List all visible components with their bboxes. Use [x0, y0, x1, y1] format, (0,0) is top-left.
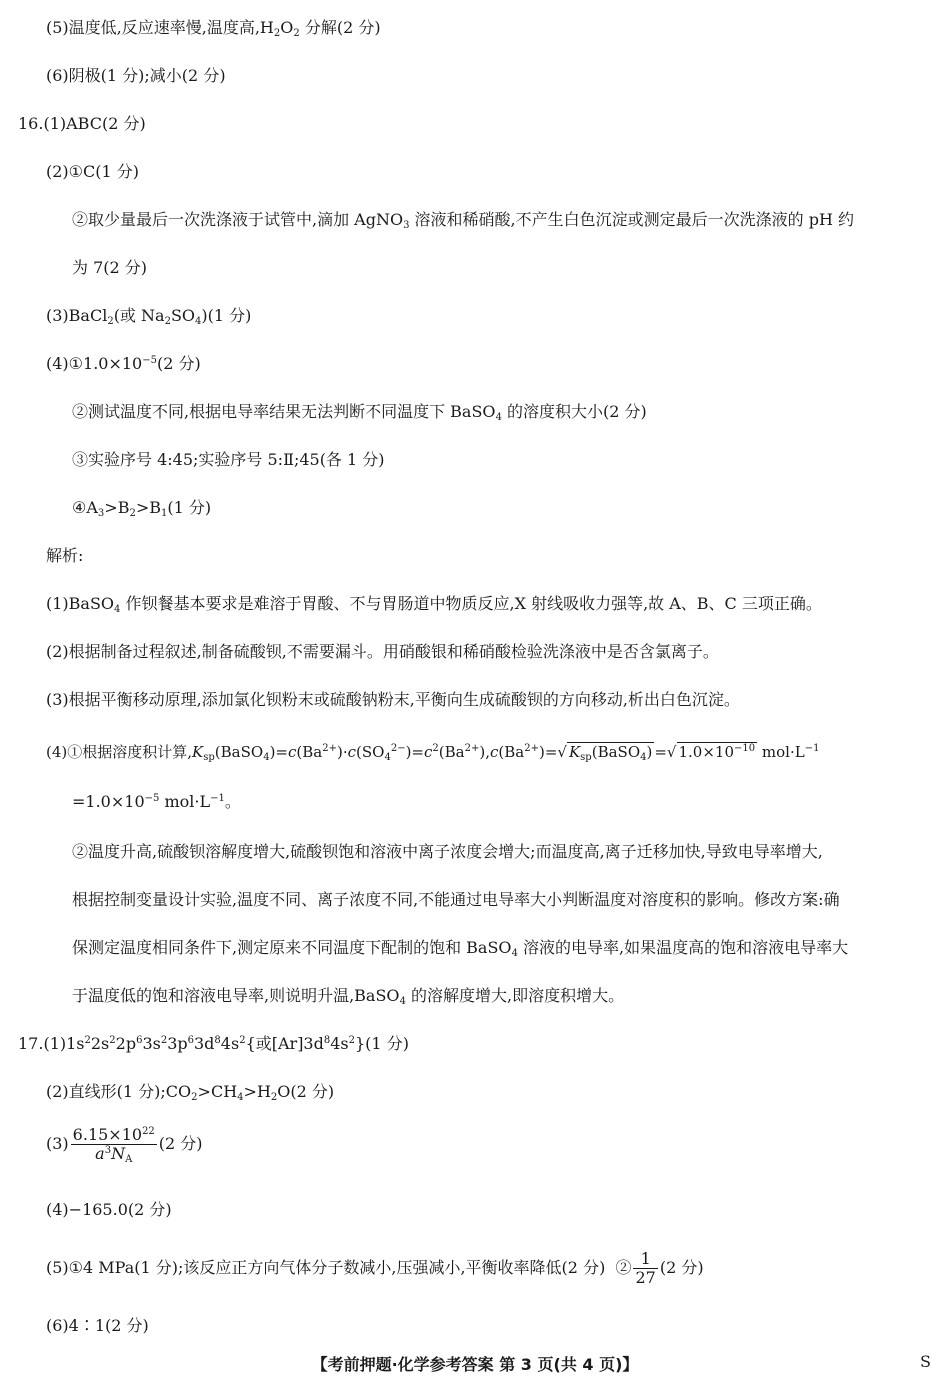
kp-fraction: $\frac{1}{27}$ [635, 1249, 656, 1287]
answer-17-5: (5)①4 MPa(1 分);该反应正方向气体分子数减小,压强减小,平衡收率降低(2 分) ② $\frac{1}{27}$ (2 分) [46, 1249, 704, 1287]
analysis-4-2-c: 保测定温度相同条件下,测定原来不同温度下配制的饱和 BaSO$_4$ 溶液的电导率,如果温度高的饱和溶液电导率大 [72, 938, 849, 959]
analysis-3: (3)根据平衡移动原理,添加氯化钡粉末或硫酸钠粉末,平衡向生成硫酸钡的方向移动,析出白色沉淀。 [46, 690, 740, 709]
answer-17-3: (3) $\frac{6.15\times 10^{22}}{a^3N_A}$ (2 分) [46, 1125, 203, 1165]
analysis-4-1: (4)①根据溶度积计算$,K_{sp}(BaSO_4)=c(Ba^{2+})\cdot c(SO_4^{2-})=c^2(Ba^{2+}),c(Ba^{2+})=√$ $K_{sp}(BaSO_4)$ =√ $1.0\times 10^{-10}$ $mol\cdot L^{-1}$ [46, 743, 820, 763]
analysis-heading: 解析: [46, 546, 84, 565]
answer-15-6: (6)阴极(1 分);减小(2 分) [46, 66, 226, 85]
answer-17-1: $17.(1)1s^22s^22p^63s^23p^63d^84s^2${或$[Ar]3d^84s^2\}(1$ 分) [18, 1034, 409, 1053]
answer-16-1: 16.(1)ABC(2 分) [18, 114, 146, 133]
paper-code: S [920, 1352, 931, 1371]
analysis-1: (1)BaSO$_4$ 作钡餐基本要求是难溶于胃酸、不与胃肠道中物质反应,X 射线吸收力强等,故 A、B、C 三项正确。 [46, 594, 822, 615]
analysis-4-1-cont: $=1.0\times 10^{-5}$ $mol\cdot L^{-1}$。 [72, 792, 241, 811]
answer-16-3: (3)BaCl$_2$(或 $Na_2SO_4)(1$ 分) [46, 306, 252, 327]
analysis-2: (2)根据制备过程叙述,制备硫酸钡,不需要漏斗。用硝酸银和稀硝酸检验洗涤液中是否含氯离子。 [46, 642, 719, 661]
page-footer: 【考前押题·化学参考答案 第 3 页(共 4 页)】 [311, 1355, 639, 1374]
answer-15-5: (5)温度低,反应速率慢,温度高$,H_2O_2$ 分解(2 分) [46, 18, 381, 39]
answer-17-2: (2)直线形(1 分)$;CO_2>CH_4>H_2O(2$ 分) [46, 1082, 335, 1103]
answer-16-2-1: (2)①C(1 分) [46, 162, 140, 181]
answer-16-2-2-cont: 为 7(2 分) [72, 258, 148, 277]
analysis-4-2-a: ②温度升高,硫酸钡溶解度增大,硫酸钡饱和溶液中离子浓度会增大;而温度高,离子迁移加快,导致电导率增大, [72, 842, 823, 861]
answer-16-2-2: ②取少量最后一次洗涤液于试管中,滴加 AgNO$_3$ 溶液和稀硝酸,不产生白色沉淀或测定最后一次洗涤液的 pH 约 [72, 210, 855, 231]
answer-17-6: (6)4∶1(2 分) [46, 1316, 149, 1335]
answer-16-4-4: $④A_3>B_2>B_1(1$ 分) [72, 498, 212, 519]
analysis-4-2-b: 根据控制变量设计实验,温度不同、离子浓度不同,不能通过电导率大小判断温度对溶度积的影响。修改方案:确 [72, 890, 840, 909]
density-fraction: $\frac{6.15\times 10^{22}}{a^3N_A}$ [72, 1125, 155, 1165]
answer-16-4-2: ②测试温度不同,根据电导率结果无法判断不同温度下 BaSO$_4$ 的溶度积大小(2 分) [72, 402, 647, 423]
answer-16-4-1: $(4)①1.0\times 10^{-5}(2$ 分) [46, 354, 201, 373]
answer-17-4: (4)−165.0(2 分) [46, 1200, 172, 1219]
answer-16-4-3: ③实验序号 4:45;实验序号 5:Ⅱ;45(各 1 分) [72, 450, 385, 469]
analysis-4-2-d: 于温度低的饱和溶液电导率,则说明升温,BaSO$_4$ 的溶解度增大,即溶度积增大。 [72, 986, 625, 1007]
